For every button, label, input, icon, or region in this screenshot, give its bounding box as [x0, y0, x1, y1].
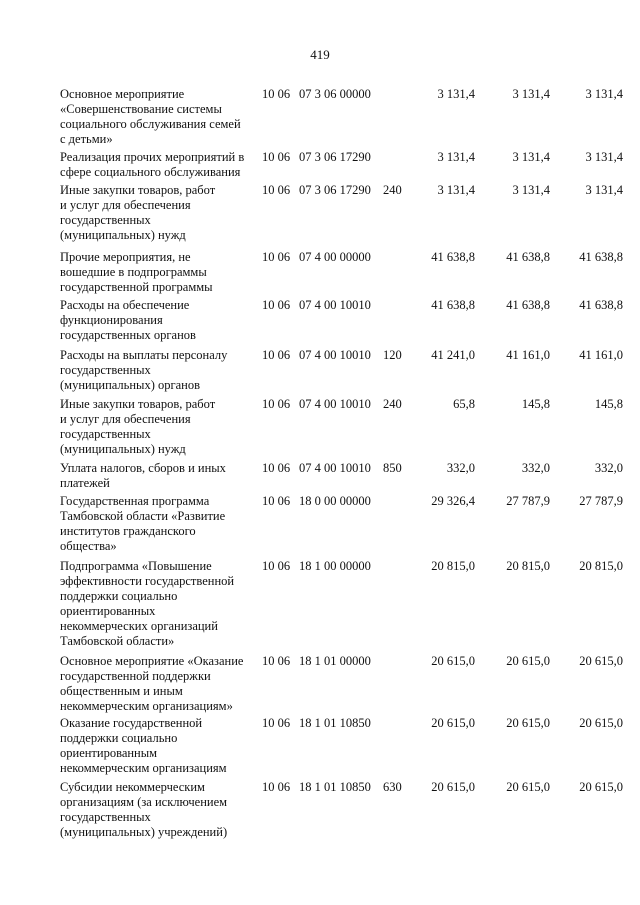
section-code: 10 06	[262, 780, 291, 794]
amount-year-1: 20 615,0	[431, 780, 475, 794]
amount-year-1: 41 638,8	[431, 250, 475, 264]
section-code: 10 06	[262, 654, 291, 668]
amount-year-2: 20 615,0	[506, 780, 550, 794]
amount-year-3: 27 787,9	[579, 494, 623, 508]
section-code: 10 06	[262, 559, 291, 573]
amount-year-2: 20 615,0	[506, 654, 550, 668]
amount-year-2: 332,0	[521, 461, 550, 475]
expense-type-code: 630	[383, 780, 402, 794]
amount-year-3: 332,0	[594, 461, 623, 475]
section-code: 10 06	[262, 87, 291, 101]
amount-year-1: 3 131,4	[437, 183, 475, 197]
amount-year-3: 3 131,4	[585, 87, 623, 101]
section-code: 10 06	[262, 716, 291, 730]
target-article-code: 18 1 01 10850	[299, 780, 371, 794]
row-name: Основное мероприятие «Совершенствование системы социального обслуживания семей с детьми»	[60, 87, 241, 146]
row-name: Подпрограмма «Повышение эффективности государственной поддержки социально ориентированных некоммерческих организаций Тамбовской области»	[60, 559, 235, 648]
amount-year-3: 41 638,8	[579, 298, 623, 312]
target-article-code: 07 3 06 17290	[299, 183, 371, 197]
target-article-code: 18 1 01 00000	[299, 654, 371, 668]
section-code: 10 06	[262, 494, 291, 508]
amount-year-1: 3 131,4	[437, 87, 475, 101]
amount-year-1: 41 638,8	[431, 298, 475, 312]
row-name: Уплата налогов, сборов и иных платежей	[60, 461, 226, 490]
amount-year-3: 145,8	[594, 397, 623, 411]
target-article-code: 07 4 00 10010	[299, 397, 371, 411]
section-code: 10 06	[262, 298, 291, 312]
target-article-code: 18 0 00 00000	[299, 494, 371, 508]
amount-year-3: 20 815,0	[579, 559, 623, 573]
target-article-code: 07 3 06 17290	[299, 150, 371, 164]
amount-year-3: 3 131,4	[585, 183, 623, 197]
amount-year-2: 27 787,9	[506, 494, 550, 508]
target-article-code: 07 4 00 10010	[299, 298, 371, 312]
row-name: Иные закупки товаров, работ и услуг для обеспечения государственных (муниципальных) нужд	[60, 397, 216, 456]
amount-year-1: 20 615,0	[431, 716, 475, 730]
amount-year-2: 20 615,0	[506, 716, 550, 730]
amount-year-3: 20 615,0	[579, 780, 623, 794]
row-name: Субсидии некоммерческим организациям (за исключением государственных (муниципальных) учреждений)	[60, 780, 228, 839]
amount-year-1: 20 615,0	[431, 654, 475, 668]
row-name: Расходы на обеспечение функционирования государственных органов	[60, 298, 196, 342]
row-name: Расходы на выплаты персоналу государственных (муниципальных) органов	[60, 348, 228, 392]
section-code: 10 06	[262, 461, 291, 475]
amount-year-3: 41 161,0	[579, 348, 623, 362]
target-article-code: 07 4 00 10010	[299, 461, 371, 475]
amount-year-1: 20 815,0	[431, 559, 475, 573]
target-article-code: 07 3 06 00000	[299, 87, 371, 101]
amount-year-2: 41 638,8	[506, 250, 550, 264]
section-code: 10 06	[262, 150, 291, 164]
amount-year-1: 29 326,4	[431, 494, 475, 508]
amount-year-3: 20 615,0	[579, 654, 623, 668]
amount-year-2: 41 161,0	[506, 348, 550, 362]
amount-year-2: 3 131,4	[512, 183, 550, 197]
target-article-code: 18 1 00 00000	[299, 559, 371, 573]
expense-type-code: 850	[383, 461, 402, 475]
target-article-code: 18 1 01 10850	[299, 716, 371, 730]
expense-type-code: 240	[383, 397, 402, 411]
amount-year-3: 41 638,8	[579, 250, 623, 264]
target-article-code: 07 4 00 10010	[299, 348, 371, 362]
section-code: 10 06	[262, 250, 291, 264]
section-code: 10 06	[262, 183, 291, 197]
row-name: Прочие мероприятия, не вошедшие в подпрограммы государственной программы	[60, 250, 213, 294]
page-number: 419	[310, 47, 330, 62]
section-code: 10 06	[262, 348, 291, 362]
amount-year-2: 3 131,4	[512, 87, 550, 101]
section-code: 10 06	[262, 397, 291, 411]
expense-type-code: 240	[383, 183, 402, 197]
row-name: Основное мероприятие «Оказание государственной поддержки общественным и иным некоммерческим организациям»	[60, 654, 244, 713]
amount-year-1: 41 241,0	[431, 348, 475, 362]
row-name: Иные закупки товаров, работ и услуг для обеспечения государственных (муниципальных) нужд	[60, 183, 216, 242]
amount-year-2: 41 638,8	[506, 298, 550, 312]
amount-year-3: 3 131,4	[585, 150, 623, 164]
amount-year-1: 332,0	[446, 461, 475, 475]
amount-year-2: 3 131,4	[512, 150, 550, 164]
amount-year-2: 20 815,0	[506, 559, 550, 573]
row-name: Реализация прочих мероприятий в сфере социального обслуживания	[60, 150, 245, 179]
amount-year-1: 3 131,4	[437, 150, 475, 164]
expense-type-code: 120	[383, 348, 402, 362]
row-name: Оказание государственной поддержки социально ориентированным некоммерческим организациям	[60, 716, 227, 775]
target-article-code: 07 4 00 00000	[299, 250, 371, 264]
row-name: Государственная программа Тамбовской области «Развитие институтов гражданского общества»	[60, 494, 226, 553]
amount-year-3: 20 615,0	[579, 716, 623, 730]
amount-year-1: 65,8	[453, 397, 475, 411]
amount-year-2: 145,8	[521, 397, 550, 411]
